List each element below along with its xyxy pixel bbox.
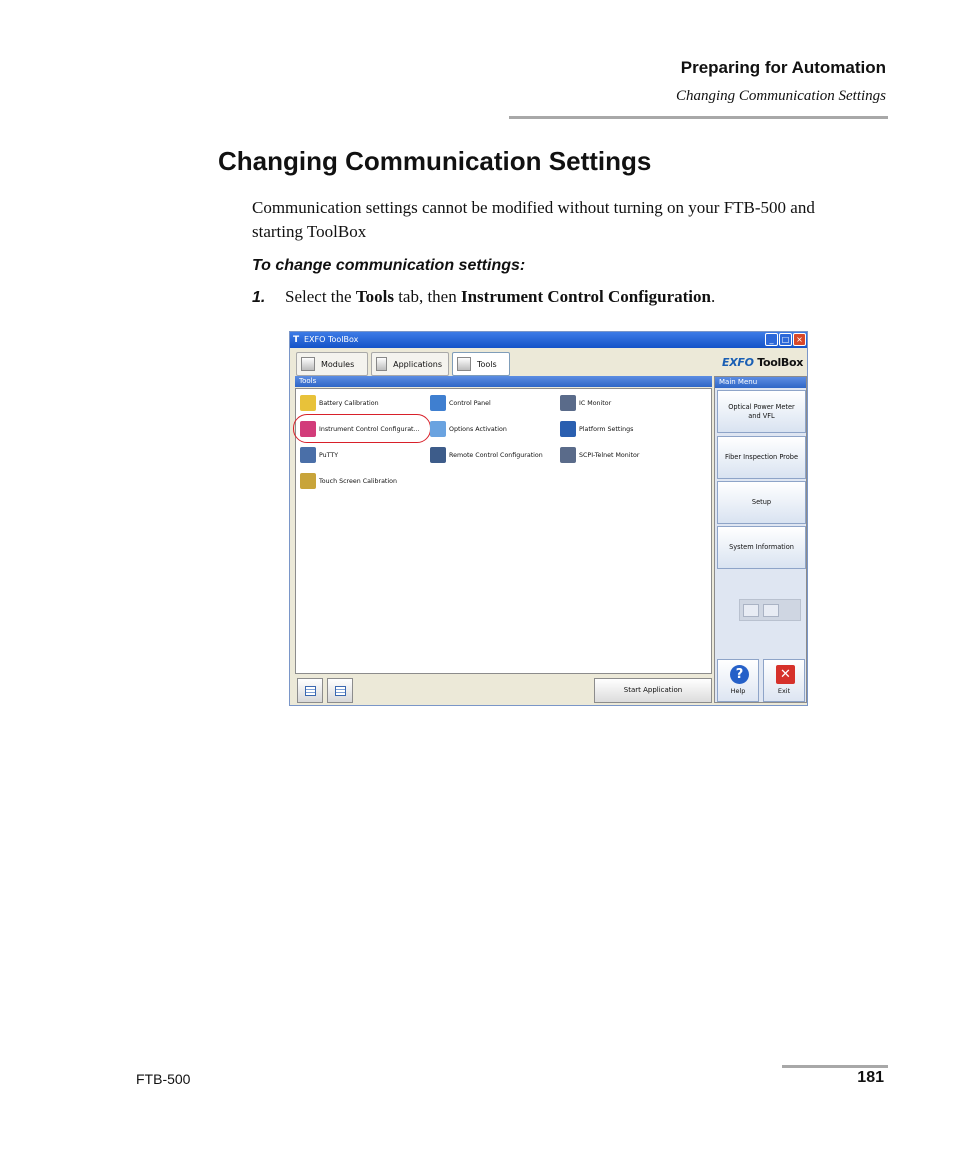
keyboard-icon[interactable] bbox=[743, 604, 759, 617]
tool-battery-calibration[interactable] bbox=[300, 395, 379, 411]
tool-options-activation[interactable] bbox=[430, 421, 507, 437]
tool-putty[interactable] bbox=[300, 447, 338, 463]
procedure-title: To change communication settings: bbox=[252, 257, 526, 274]
main-menu-system-information[interactable]: System Information bbox=[717, 526, 806, 569]
scpi-telnet-icon bbox=[560, 447, 576, 463]
page-number: 181 bbox=[857, 1069, 884, 1086]
start-application-button[interactable]: Start Application bbox=[594, 678, 712, 703]
calculator-icon[interactable] bbox=[763, 604, 779, 617]
exfo-toolbox-logo bbox=[722, 356, 803, 369]
options-activation-icon bbox=[430, 421, 446, 437]
toolbox-logo-icon: T bbox=[293, 335, 300, 345]
tool-label: Options Activation bbox=[449, 425, 507, 433]
grid-view-icon bbox=[305, 686, 316, 696]
ic-monitor-icon bbox=[560, 395, 576, 411]
tool-ic-monitor[interactable] bbox=[560, 395, 611, 411]
footer-product: FTB-500 bbox=[136, 1071, 191, 1087]
step-text-b: tab, then bbox=[393, 287, 461, 306]
list-view-button[interactable] bbox=[327, 678, 353, 703]
keyboard-shortcuts bbox=[739, 599, 801, 621]
exit-label: Exit bbox=[777, 687, 791, 695]
window-title: EXFO ToolBox bbox=[304, 335, 359, 344]
window-controls bbox=[765, 333, 806, 346]
help-label: Help bbox=[730, 687, 746, 695]
grid-view-button[interactable] bbox=[297, 678, 323, 703]
header-section: Changing Communication Settings bbox=[676, 88, 886, 104]
platform-settings-icon bbox=[560, 421, 576, 437]
step-text-a: Select the bbox=[285, 287, 356, 306]
help-icon: ? bbox=[730, 665, 749, 684]
step-bold-instrument: Instrument Control Configuration bbox=[460, 287, 711, 306]
window-titlebar bbox=[290, 332, 807, 348]
intro-paragraph: Communication settings cannot be modified without turning on your FTB-500 and starting ToolBox bbox=[252, 198, 815, 241]
maximize-icon[interactable]: □ bbox=[779, 333, 792, 346]
footer-rule bbox=[782, 1065, 888, 1068]
page-title: Changing Communication Settings bbox=[218, 146, 652, 176]
tool-label: Battery Calibration bbox=[319, 399, 379, 407]
main-menu-setup[interactable]: Setup bbox=[717, 481, 806, 524]
exit-button[interactable] bbox=[763, 659, 805, 702]
brand-toolbox: ToolBox bbox=[757, 356, 804, 369]
tools-icon bbox=[457, 357, 471, 371]
close-icon[interactable]: × bbox=[793, 333, 806, 346]
exit-icon: ✕ bbox=[776, 665, 795, 684]
tab-label: Applications bbox=[393, 359, 442, 369]
tool-label: Control Panel bbox=[449, 399, 491, 407]
tool-label: Remote Control Configuration bbox=[449, 451, 543, 459]
tool-scpi-telnet-monitor[interactable] bbox=[560, 447, 639, 463]
tool-platform-settings[interactable] bbox=[560, 421, 633, 437]
step-number: 1. bbox=[252, 289, 266, 306]
tool-touch-screen-calibration[interactable] bbox=[300, 473, 397, 489]
applications-icon bbox=[376, 357, 387, 371]
tab-applications[interactable] bbox=[371, 352, 449, 376]
tool-label: Touch Screen Calibration bbox=[319, 477, 397, 485]
modules-icon bbox=[301, 357, 315, 371]
step-1 bbox=[252, 287, 715, 307]
tab-label: Modules bbox=[321, 359, 355, 369]
putty-icon bbox=[300, 447, 316, 463]
remote-control-icon bbox=[430, 447, 446, 463]
main-menu-header: Main Menu bbox=[715, 377, 806, 388]
tool-label: IC Monitor bbox=[579, 399, 612, 407]
tool-label: Instrument Control Configurat... bbox=[319, 425, 420, 433]
highlight-circle bbox=[293, 414, 431, 443]
tool-label: Platform Settings bbox=[579, 425, 634, 433]
step-text-c: . bbox=[710, 287, 716, 306]
list-view-icon bbox=[335, 686, 346, 696]
tool-instrument-control-configuration[interactable] bbox=[300, 421, 420, 437]
header-chapter: Preparing for Automation bbox=[680, 58, 886, 77]
toolbox-window bbox=[289, 331, 808, 706]
tool-control-panel[interactable] bbox=[430, 395, 491, 411]
battery-calibration-icon bbox=[300, 395, 316, 411]
tool-label: PuTTY bbox=[319, 451, 339, 459]
step-bold-tools: Tools bbox=[355, 287, 394, 306]
header-rule bbox=[509, 116, 888, 119]
tool-remote-control-configuration[interactable] bbox=[430, 447, 543, 463]
control-panel-icon bbox=[430, 395, 446, 411]
brand-exfo: EXFO bbox=[722, 356, 754, 369]
tab-modules[interactable] bbox=[296, 352, 368, 376]
tab-tools[interactable] bbox=[452, 352, 510, 376]
main-menu-fiber-inspection-probe[interactable]: Fiber Inspection Probe bbox=[717, 436, 806, 479]
tools-panel bbox=[295, 388, 712, 674]
tab-label: Tools bbox=[477, 359, 497, 369]
main-menu-panel bbox=[714, 376, 807, 703]
touch-screen-icon bbox=[300, 473, 316, 489]
minimize-icon[interactable]: _ bbox=[765, 333, 778, 346]
help-button[interactable] bbox=[717, 659, 759, 702]
tool-label: SCPI-Telnet Monitor bbox=[579, 451, 640, 459]
tab-strip bbox=[296, 352, 510, 376]
main-menu-optical-power-meter[interactable]: Optical Power Meter and VFL bbox=[717, 390, 806, 433]
tools-panel-header: Tools bbox=[295, 376, 712, 387]
